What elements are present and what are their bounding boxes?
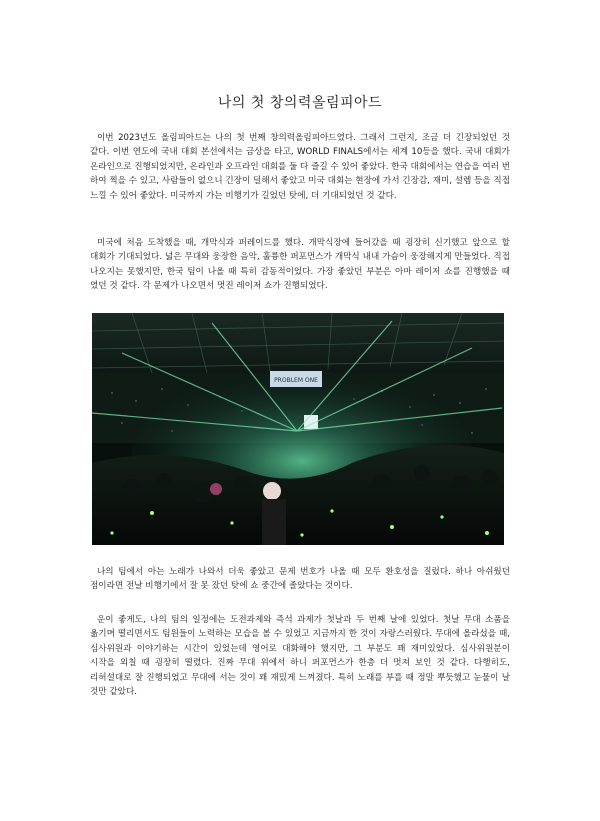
stage-screen-text: PROBLEM ONE: [274, 377, 318, 384]
opening-ceremony-photo: [92, 313, 504, 545]
arena-illustration: [92, 313, 504, 545]
white-cap: [263, 482, 281, 500]
paragraph-1: 이번 2023년도 올림피아드는 나의 첫 번째 창의력올림피아드였다. 그래서 그런지, 조금 더 긴장되었던 것 같다. 이번 연도에 국내 대회 본선에서는 금상을 타고, WORLD FINALS에서는 세계 10등을 했다. 국내 대회가 온라인으로 진행되었지만, 온라인과 오프라인 대회를 둘 다 즐길 수 있어 좋았다. 한국 대회에서는 연습을 여러 번 하여 찍을 수 있고, 사람들이 없으니 긴장이 덜해서 좋았고 미국 대회는 현장에 가서 긴장감, 재미, 설렘 등을 직접 느낄 수 있어 좋았다. 미국까지 가는 비행기가 길었던 탓에, 더 기대되었던 것 같다.: [90, 133, 511, 201]
page-title: 나의 첫 창의력올림피아드: [217, 95, 383, 111]
paragraph-2: 미국에 처음 도착했을 때, 개막식과 퍼레이드를 했다. 개막식장에 들어갔을 때 굉장히 신기했고 앞으로 할 대회가 기대되었다. 넓은 무대와 웅장한 음악, 훌륭한 퍼포먼스가 개막식 내내 가슴이 웅장해지게 만들었다. 직접 나오지는 못했지만, 한국 팀이 나올 때 특히 감동적이었다. 가장 좋았던 부분은 아마 레이저 쇼를 진행했을 때 였던 것 같다. 각 문제가 나오면서 멋진 레이저 쇼가 진행되었다.: [90, 238, 510, 292]
paragraph-4: 운이 좋게도, 나의 팀의 일정에는 도전과제와 즉석 과제가 첫날과 두 번째 날에 있었다. 첫날 무대 소품을 옮기며 떨리면서도 팀원들이 노력하는 모습을 볼 수 있었고 지금까지 한 것이 자랑스러웠다. 무대에 올라섰을 때, 심사위원과 이야기하는 시간이 있었는데 영어로 대화해야 했지만, 그 부분도 꽤 재미있었다. 심사위원분이 시작을 외칠 때 굉장히 떨렸다. 진짜 무대 위에서 하니 퍼포먼스가 한층 더 멋져 보인 것 같다. 다행히도, 리허설대로 잘 진행되었고 무대에 서는 것이 꽤 재밌게 느껴졌다. 특히 노래를 부를 때 정말 뿌듯했고 눈물이 날 것만 같았다.: [90, 615, 510, 698]
pink-hair: [210, 483, 222, 495]
paragraph-3: 나의 팀에서 아는 노래가 나와서 더욱 좋았고 문제 번호가 나올 때 모두 환호성을 질렀다. 하나 아쉬웠던 점이라면 전날 비행기에서 잘 못 잤던 탓에 쇼 중간에 졸았다는 것이다.: [90, 567, 510, 592]
